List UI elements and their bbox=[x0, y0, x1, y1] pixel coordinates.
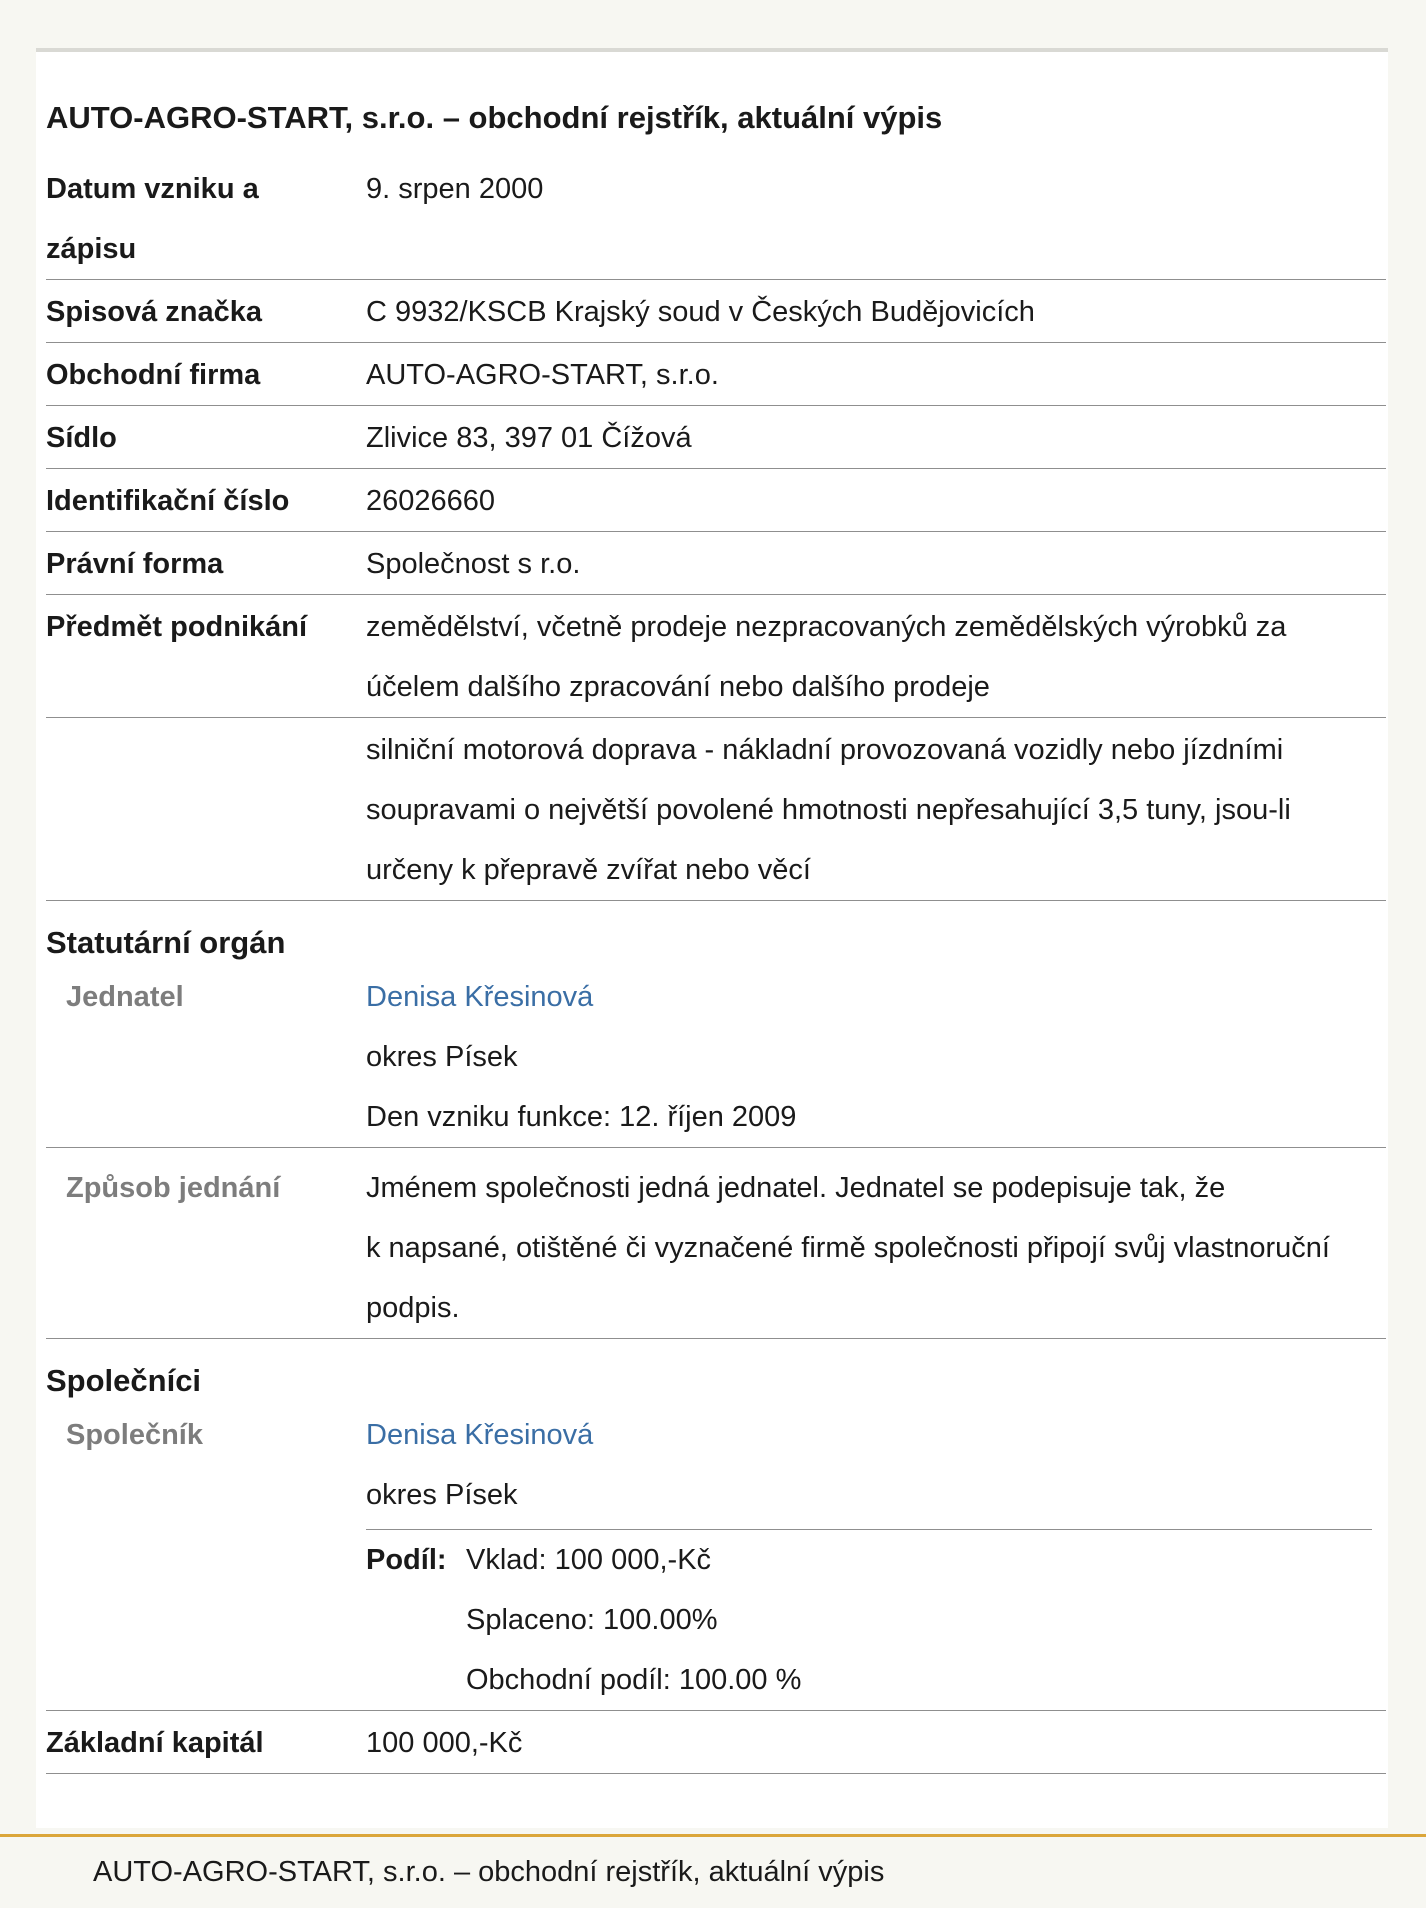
zpusob-line: k napsané, otištěné či vyznačené firmě společnosti připojí svůj vlastnoruční bbox=[366, 1232, 1330, 1264]
share-line: Vklad: 100 000,-Kč bbox=[466, 1544, 712, 1576]
share-line: Obchodní podíl: 100.00 % bbox=[466, 1664, 802, 1696]
row-datum bbox=[46, 157, 1386, 280]
row-jednatel bbox=[46, 965, 1386, 1148]
row-spisova-znacka bbox=[46, 280, 1386, 343]
value-jednatel bbox=[366, 965, 1386, 1147]
label-obchodni-firma: Obchodní firma bbox=[46, 359, 261, 391]
label-jednatel: Jednatel bbox=[66, 981, 184, 1013]
label-spolecnik: Společník bbox=[66, 1419, 203, 1451]
value-pravni-forma: Společnost s r.o. bbox=[366, 548, 581, 580]
section-heading-spolecnici: Společníci bbox=[46, 1363, 202, 1398]
row-ico bbox=[46, 469, 1386, 532]
row-spolecnik bbox=[46, 1403, 1386, 1711]
label-datum bbox=[46, 157, 366, 279]
footer-title: AUTO-AGRO-START, s.r.o. – obchodní rejstřík, aktuální výpis bbox=[93, 1856, 885, 1888]
share-label: Podíl: bbox=[366, 1544, 447, 1576]
zpusob-line: podpis. bbox=[366, 1292, 460, 1324]
jednatel-since: Den vzniku funkce: 12. říjen 2009 bbox=[366, 1101, 797, 1133]
value-zpusob-jednani bbox=[366, 1156, 1386, 1338]
row-sidlo bbox=[46, 406, 1386, 469]
row-predmet-1 bbox=[46, 595, 1386, 718]
page-title: AUTO-AGRO-START, s.r.o. – obchodní rejstřík, aktuální výpis bbox=[46, 100, 943, 135]
label-datum-line1: Datum vzniku a bbox=[46, 173, 259, 205]
section-heading-statutarni: Statutární orgán bbox=[46, 925, 286, 960]
value-ico: 26026660 bbox=[366, 485, 496, 517]
spolecnik-name-link[interactable]: Denisa Křesinová bbox=[366, 1419, 594, 1451]
label-spisova-znacka: Spisová značka bbox=[46, 296, 262, 328]
value-spolecnik bbox=[366, 1403, 1386, 1710]
label-sidlo: Sídlo bbox=[46, 422, 117, 454]
label-zakladni-kapital: Základní kapitál bbox=[46, 1727, 264, 1759]
share-values bbox=[466, 1530, 1372, 1710]
row-predmet-2 bbox=[46, 718, 1386, 901]
predmet-1-line: zemědělství, včetně prodeje nezpracovaných zemědělských výrobků za bbox=[366, 611, 1287, 643]
label-predmet: Předmět podnikání bbox=[46, 611, 308, 643]
predmet-2-line: silniční motorová doprava - nákladní provozovaná vozidly nebo jízdními bbox=[366, 734, 1284, 766]
jednatel-name-link[interactable]: Denisa Křesinová bbox=[366, 981, 594, 1013]
label-ico: Identifikační číslo bbox=[46, 485, 290, 517]
row-pravni-forma bbox=[46, 532, 1386, 595]
share-line: Splaceno: 100.00% bbox=[466, 1604, 718, 1636]
row-obchodni-firma bbox=[46, 343, 1386, 406]
zpusob-line: Jménem společnosti jedná jednatel. Jednatel se podepisuje tak, že bbox=[366, 1172, 1226, 1204]
predmet-2-line: soupravami o největší povolené hmotnosti nepřesahující 3,5 tuny, jsou-li bbox=[366, 794, 1291, 826]
footer-divider bbox=[0, 1834, 1426, 1837]
value-predmet-1 bbox=[366, 595, 1386, 717]
jednatel-district: okres Písek bbox=[366, 1041, 518, 1073]
value-sidlo: Zlivice 83, 397 01 Čížová bbox=[366, 422, 692, 454]
document-sheet bbox=[36, 48, 1388, 1828]
value-predmet-2 bbox=[366, 718, 1386, 900]
value-spisova-znacka: C 9932/KSCB Krajský soud v Českých Budějovicích bbox=[366, 296, 1035, 328]
value-obchodni-firma: AUTO-AGRO-START, s.r.o. bbox=[366, 359, 719, 391]
register-table bbox=[46, 157, 1386, 1774]
label-empty bbox=[46, 718, 366, 900]
label-zpusob-jednani: Způsob jednání bbox=[66, 1172, 281, 1204]
value-zakladni-kapital: 100 000,-Kč bbox=[366, 1727, 523, 1759]
value-datum: 9. srpen 2000 bbox=[366, 173, 544, 205]
predmet-2-line: určeny k přepravě zvířat nebo věcí bbox=[366, 854, 811, 886]
label-datum-line2: zápisu bbox=[46, 233, 137, 265]
predmet-1-line: účelem dalšího zpracování nebo dalšího prodeje bbox=[366, 671, 990, 703]
spolecnik-district: okres Písek bbox=[366, 1479, 518, 1511]
row-zakladni-kapital bbox=[46, 1711, 1386, 1774]
share-block bbox=[366, 1529, 1372, 1710]
label-pravni-forma: Právní forma bbox=[46, 548, 224, 580]
row-zpusob-jednani bbox=[46, 1148, 1386, 1339]
